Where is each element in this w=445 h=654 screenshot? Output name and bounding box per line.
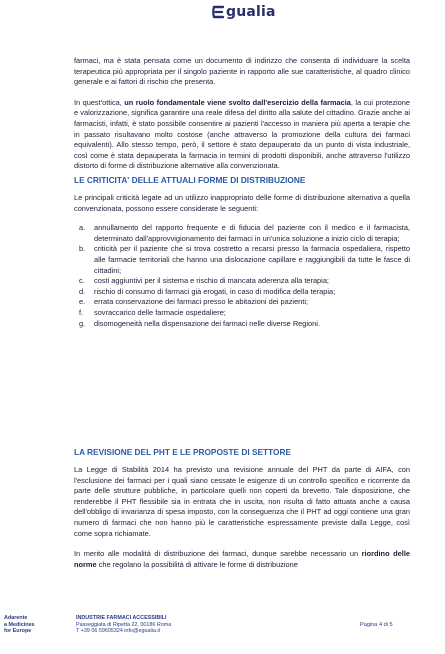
list-item-text: costi aggiuntivi per il sistema e rischio di mancata aderenza alla terapia; (94, 276, 329, 286)
footer-affiliation-line: Adarente (4, 615, 28, 621)
footer-affiliation-line: for Europe (4, 628, 32, 635)
pht-revision-section (74, 447, 410, 570)
footer-org-name: INDUSTRIE FARMACI ACCESSIBILI (76, 615, 167, 621)
list-marker: g. (79, 318, 86, 328)
list-marker: f. (79, 307, 84, 317)
list-item (74, 276, 410, 287)
intro-p2-bold: un ruolo fondamentale viene svolto dall'esercizio della farmacia (124, 97, 351, 107)
intro-section (74, 56, 410, 172)
pht-p2-end: che regolano la possibilità di attivare le forme di distribuzione (96, 559, 298, 569)
list-item-text: disomogeneità nella dispensazione dei farmaci nelle diverse Regioni. (94, 318, 320, 328)
footer-affiliation-line: a Medicines (4, 621, 35, 628)
pht-p2-start: In merito alle modalità di distribuzione dei farmaci, dunque sarebbe necessario un (74, 549, 362, 559)
criticality-lead: Le principali criticità legate ad un utilizzo inappropriato delle forme di distribuzione alternativa a quella convenzionata, possono essere considerate le seguenti: (74, 193, 410, 213)
list-item-text: errata conservazione dei farmaci presso le abitazioni dei pazienti; (94, 297, 309, 307)
intro-p2-start: In quest'ottica, (74, 97, 125, 107)
list-marker: c. (79, 276, 85, 286)
list-item-text: rischio di consumo di farmaci già erogati, in caso di modifica della terapia; (94, 286, 336, 296)
page-footer (0, 612, 445, 654)
list-item-text: criticità per il paziente che si trova costretto a recarsi presso la farmacia ospedaliera, rispetto alle farmacie territoriali che hanno una dislocazione capillare e raggiungibili da tutte le fasce di cittadini; (94, 244, 410, 275)
logo-e-mark-icon (212, 4, 225, 20)
list-item (74, 319, 410, 330)
list-marker: b. (79, 244, 86, 254)
pht-p2-bold: riordino delle norme (74, 549, 410, 569)
list-item (74, 223, 410, 244)
intro-paragraph-2 (74, 98, 410, 172)
list-marker: d. (79, 286, 86, 296)
footer-address-block (76, 615, 171, 635)
logo-text: gualia (226, 4, 276, 20)
list-item (74, 308, 410, 319)
footer-address: Passeggiata di Ripetta 22, 00186 Roma (76, 621, 172, 628)
criticality-section (74, 175, 410, 329)
list-marker: e. (79, 297, 86, 307)
egualia-logo (212, 4, 276, 20)
list-item (74, 287, 410, 298)
intro-paragraph-1: farmaci, ma è stata pensata come un documento di indirizzo che consenta di individuare la scelta terapeutica più appropriata per il singolo paziente in rapporto alle sue caratteristiche, al quadro clinico generale e ai fattori di rischio che presenta. (74, 56, 410, 87)
pht-paragraph-1: La Legge di Stabilità 2014 ha previsto una revisione annuale del PHT da parte di AIFA, con l'esclusione dei farmaci per i quali siano cessate le esigenze di un controllo specifico e ricorrente da parte delle strutture pubbliche, in particolare quelli non coperti da brevetto. Tale disposizione, che renderebbe il PHT flessibile sia in entrata che in uscita, non risulta di fatto attuata anche a causa dell'obbligo di invarianza di spesa imposto, con la conseguenza che il PHT ad oggi contiene una gran numero di farmaci che non hanno più le caratteristiche espressamente previste dalla Legge, così come sopra richiamate. (74, 465, 410, 538)
footer-affiliation (4, 615, 35, 635)
list-marker: a. (79, 223, 86, 233)
criticality-heading: LE CRITICITA' DELLE ATTUALI FORME DI DISTRIBUZIONE (74, 175, 306, 185)
list-item-text: sovraccarico delle farmacie ospedaliere; (94, 307, 226, 317)
page-number: Pagina 4 di 5 (360, 622, 393, 628)
list-item (74, 244, 410, 276)
pht-heading: LA REVISIONE DEL PHT E LE PROPOSTE DI SETTORE (74, 447, 291, 457)
footer-contact: T +39 06 59605324 info@egualia.it (76, 628, 161, 635)
list-item (74, 297, 410, 308)
intro-p2-end: , la cui protezione e valorizzazione, significa garantire una reale difesa del diritto alla salute del cittadino. Grazie anche ai farmacisti, infatti, è stato possibile consentire ai pazienti l'accesso in maniera più aperta a terapie che in passato risultavano molto costose (anche attraverso la promozione della cultura dei farmaci equivalenti). Allo stesso tempo, però, il settore è stato depauperato da un punto di vista industriale, così come è stata depauperata la farmacia in termini di prodotti disponibili, anche attraverso l'utilizzo distorto di forme di distribuzione alternative alla convenzionata. (74, 97, 410, 171)
pht-paragraph-2 (74, 549, 410, 570)
criticality-list (74, 223, 410, 329)
list-item-text: annullamento del rapporto frequente e di fiducia del paziente con il medico e il farmacista, determinato dall'approvvigionamento dei farmaci in un'unica soluzione a inizio ciclo di terapia; (94, 223, 410, 243)
